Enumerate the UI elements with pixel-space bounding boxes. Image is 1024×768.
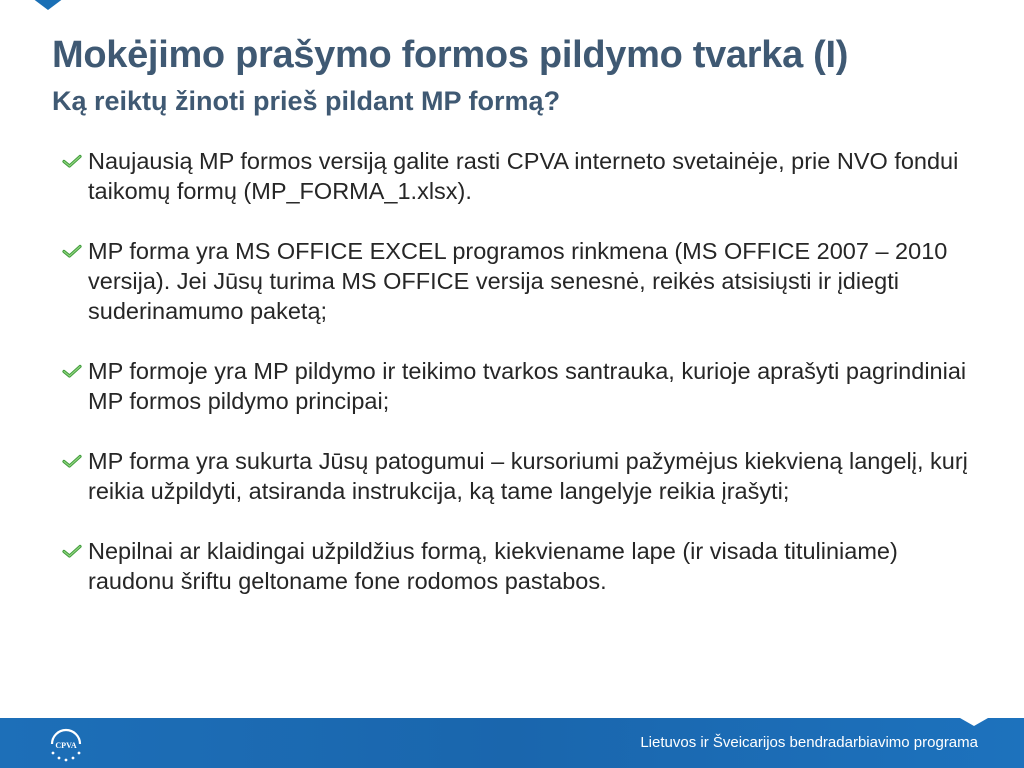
bullet-list <box>62 146 982 626</box>
check-icon <box>62 244 82 258</box>
bullet-text: MP forma yra MS OFFICE EXCEL programos rinkmena (MS OFFICE 2007 – 2010 versija). Jei Jūsų turima MS OFFICE versija senesnė, reikės atsisiųsti ir įdiegti suderinamumo paketą; <box>88 238 948 324</box>
bullet-item <box>62 146 982 206</box>
bullet-text: Nepilnai ar klaidingai užpildžius formą, kiekviename lape (ir visada tituliniame) raudonu šriftu geltoname fone rodomos pastabos. <box>88 538 898 594</box>
check-icon <box>62 154 82 168</box>
bullet-item <box>62 236 982 326</box>
check-icon <box>62 544 82 558</box>
bullet-item <box>62 446 982 506</box>
bullet-item <box>62 356 982 416</box>
cpva-logo-icon <box>44 722 88 764</box>
top-decoration-tab <box>16 0 80 10</box>
bullet-text: Naujausią MP formos versiją galite rasti CPVA interneto svetainėje, prie NVO fondui taikomų formų (MP_FORMA_1.xlsx). <box>88 148 959 204</box>
bullet-text: MP formoje yra MP pildymo ir teikimo tvarkos santrauka, kurioje aprašyti pagrindiniai MP formos pildymo principai; <box>88 358 967 414</box>
page-title: Mokėjimo prašymo formos pildymo tvarka (I) <box>52 34 849 76</box>
check-icon <box>62 364 82 378</box>
svg-text:CPVA: CPVA <box>55 741 77 750</box>
page-subtitle: Ką reiktų žinoti prieš pildant MP formą? <box>52 86 561 116</box>
footer-program-text: Lietuvos ir Šveicarijos bendradarbiavimo programa <box>640 734 978 751</box>
footer-notch-decoration <box>960 718 988 726</box>
bullet-item <box>62 536 982 596</box>
check-icon <box>62 454 82 468</box>
bullet-text: MP forma yra sukurta Jūsų patogumui – kursoriumi pažymėjus kiekvieną langelį, kurį reikia užpildyti, atsiranda instrukcija, ką tame langelyje reikia įrašyti; <box>88 448 968 504</box>
